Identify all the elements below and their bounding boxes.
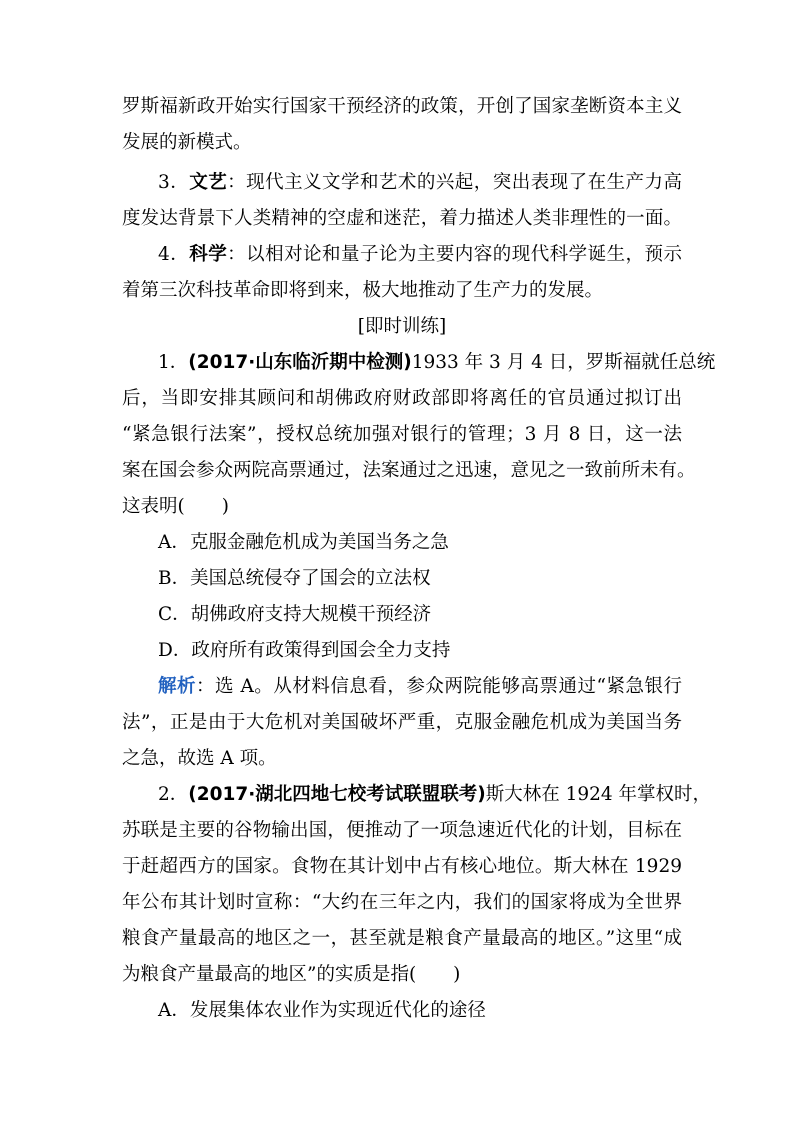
point-number: 3． — [158, 172, 190, 193]
option-a: A．发展集体农业作为实现近代化的途径 — [158, 1000, 486, 1021]
question-line: 这表明( ) — [122, 496, 229, 517]
question-line: 于赶超西方的国家。食物在其计划中占有核心地位。斯大林在 1929 — [122, 856, 682, 877]
point-label: 科学 — [189, 244, 228, 265]
question-number: 2． — [158, 784, 189, 805]
question-line: “紧急银行法案”，授权总统加强对银行的管理；3 月 8 日，这一法 — [122, 424, 682, 445]
paragraph-line: 发展的新模式。 — [122, 132, 252, 153]
paragraph-line: 着第三次科技革命即将到来，极大地推动了生产力的发展。 — [122, 280, 604, 301]
question-source: (2017·湖北四地七校考试联盟联考) — [188, 784, 486, 805]
question-line: 粮食产量最高的地区之一，甚至就是粮食产量最高的地区。”这里“成 — [122, 928, 682, 949]
question-line: 苏联是主要的谷物输出国，便推动了一项急速近代化的计划，目标在 — [122, 820, 682, 841]
analysis-label: 解析 — [158, 676, 197, 697]
point-3-line — [158, 171, 682, 195]
analysis-line: 之急，故选 A 项。 — [122, 748, 277, 769]
analysis-line — [158, 675, 682, 699]
point-text: ：以相对论和量子论为主要内容的现代科学诞生，预示 — [227, 244, 682, 265]
paragraph-line: 度发达背景下人类精神的空虚和迷茫，着力描述人类非理性的一面。 — [122, 208, 682, 229]
analysis-text: ：选 A。从材料信息看，参众两院能够高票通过“紧急银行 — [196, 676, 682, 697]
question-source: (2017·山东临沂期中检测) — [188, 352, 412, 373]
option-d: D．政府所有政策得到国会全力支持 — [158, 640, 451, 661]
question-number: 1． — [158, 352, 189, 373]
point-label: 文艺 — [189, 172, 228, 193]
question-text: 1933 年 3 月 4 日，罗斯福就任总统 — [411, 352, 716, 373]
question-1-stem — [158, 351, 716, 375]
point-text: ：现代主义文学和艺术的兴起，突出表现了在生产力高 — [227, 172, 682, 193]
question-line: 为粮食产量最高的地区”的实质是指( ) — [122, 964, 461, 985]
paragraph-line: 罗斯福新政开始实行国家干预经济的政策，开创了国家垄断资本主义 — [122, 96, 682, 117]
question-text: 斯大林在 1924 年掌权时， — [485, 784, 712, 805]
question-line: 后，当即安排其顾问和胡佛政府财政部即将离任的官员通过拟订出 — [122, 388, 682, 409]
analysis-line: 法”，正是由于大危机对美国破坏严重，克服金融危机成为美国当务 — [122, 712, 682, 733]
question-line: 案在国会参众两院高票通过，法案通过之迅速，意见之一致前所未有。 — [122, 460, 696, 481]
option-b: B．美国总统侵夺了国会的立法权 — [158, 568, 431, 589]
question-line: 年公布其计划时宣称：“大约在三年之内，我们的国家将成为全世界 — [122, 892, 682, 913]
option-a: A．克服金融危机成为美国当务之急 — [158, 532, 449, 553]
option-c: C．胡佛政府支持大规模干预经济 — [158, 604, 432, 625]
point-number: 4． — [158, 244, 190, 265]
point-4-line — [158, 243, 682, 267]
section-title: [即时训练] — [357, 316, 447, 337]
question-2-stem — [158, 783, 712, 807]
